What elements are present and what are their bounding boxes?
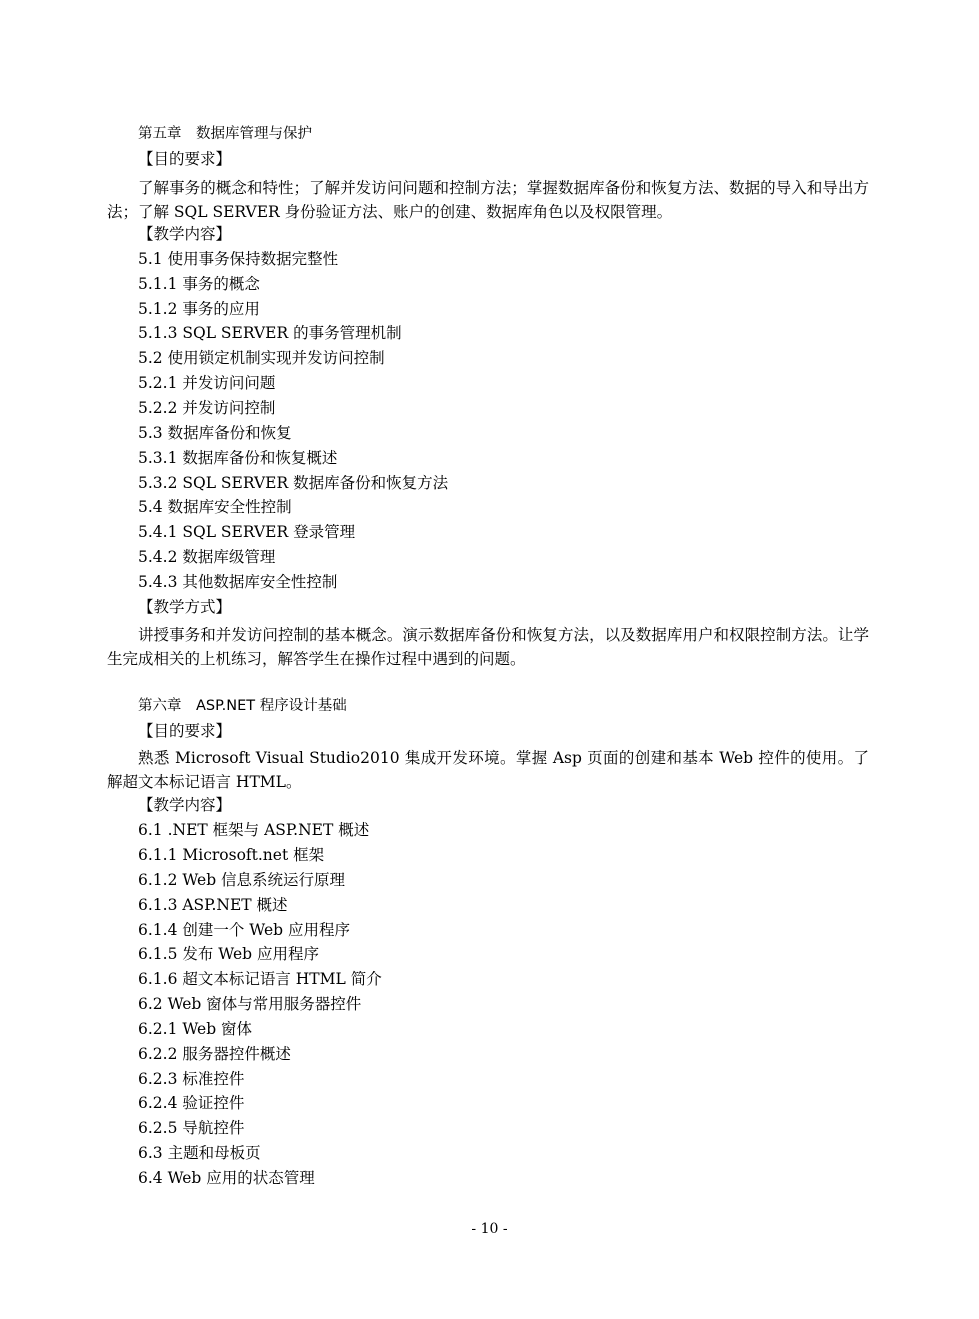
toc-item: 5.2.1 并发访问问题 (138, 374, 276, 392)
chapter6-content-label: 【教学内容】 (138, 796, 232, 814)
toc-item: 5.2 使用锁定机制实现并发访问控制 (138, 349, 385, 367)
toc-item: 6.1.4 创建一个 Web 应用程序 (138, 921, 350, 939)
toc-item: 5.1.2 事务的应用 (138, 300, 260, 318)
toc-item: 6.3 主题和母板页 (138, 1144, 261, 1162)
toc-item: 6.2.1 Web 窗体 (138, 1020, 253, 1038)
chapter6-title: 第六章 ASP.NET 程序设计基础 (138, 698, 347, 714)
toc-item: 6.2.2 服务器控件概述 (138, 1045, 291, 1063)
toc-item: 6.1.3 ASP.NET 概述 (138, 896, 288, 914)
page-number: - 10 - (471, 1221, 508, 1237)
chapter6-objectives-text: 熟悉 Microsoft Visual Studio2010 集成开发环境。掌握 Asp 页面的创建和基本 Web 控件的使用。了解超文本标记语言 HTML。 (107, 749, 869, 791)
toc-item: 5.1.1 事务的概念 (138, 275, 260, 293)
toc-item: 5.3.2 SQL SERVER 数据库备份和恢复方法 (138, 474, 449, 492)
chapter5-title: 第五章 数据库管理与保护 (138, 126, 312, 142)
toc-item: 6.2.4 验证控件 (138, 1094, 245, 1112)
toc-item: 5.4.3 其他数据库安全性控制 (138, 573, 338, 591)
toc-item: 5.4.1 SQL SERVER 登录管理 (138, 523, 356, 541)
chapter5-content-label: 【教学内容】 (138, 225, 232, 243)
toc-item: 5.4 数据库安全性控制 (138, 498, 292, 516)
toc-item: 6.1 .NET 框架与 ASP.NET 概述 (138, 821, 370, 839)
chapter6-objectives-label: 【目的要求】 (138, 722, 232, 740)
toc-item: 5.2.2 并发访问控制 (138, 399, 276, 417)
toc-item: 5.3.1 数据库备份和恢复概述 (138, 449, 338, 467)
chapter5-objectives-label: 【目的要求】 (138, 150, 232, 168)
toc-item: 5.4.2 数据库级管理 (138, 548, 276, 566)
toc-item: 5.1 使用事务保持数据完整性 (138, 250, 339, 268)
toc-item: 6.1.6 超文本标记语言 HTML 简介 (138, 970, 382, 988)
chapter5-method-text: 讲授事务和并发访问控制的基本概念。演示数据库备份和恢复方法，以及数据库用户和权限控制方法。让学生完成相关的上机练习，解答学生在操作过程中遇到的问题。 (107, 626, 869, 668)
chapter5-objectives-text: 了解事务的概念和特性；了解并发访问问题和控制方法；掌握数据库备份和恢复方法、数据的导入和导出方法；了解 SQL SERVER 身份验证方法、账户的创建、数据库角色以及权限管理。 (107, 179, 869, 221)
toc-item: 6.1.2 Web 信息系统运行原理 (138, 871, 346, 889)
toc-item: 5.3 数据库备份和恢复 (138, 424, 292, 442)
toc-item: 6.1.5 发布 Web 应用程序 (138, 945, 319, 963)
toc-item: 6.4 Web 应用的状态管理 (138, 1169, 315, 1187)
toc-item: 6.2.5 导航控件 (138, 1119, 245, 1137)
chapter5-method-label: 【教学方式】 (138, 598, 232, 616)
toc-item: 5.1.3 SQL SERVER 的事务管理机制 (138, 324, 402, 342)
toc-item: 6.2.3 标准控件 (138, 1070, 245, 1088)
toc-item: 6.2 Web 窗体与常用服务器控件 (138, 995, 362, 1013)
toc-item: 6.1.1 Microsoft.net 框架 (138, 846, 325, 864)
